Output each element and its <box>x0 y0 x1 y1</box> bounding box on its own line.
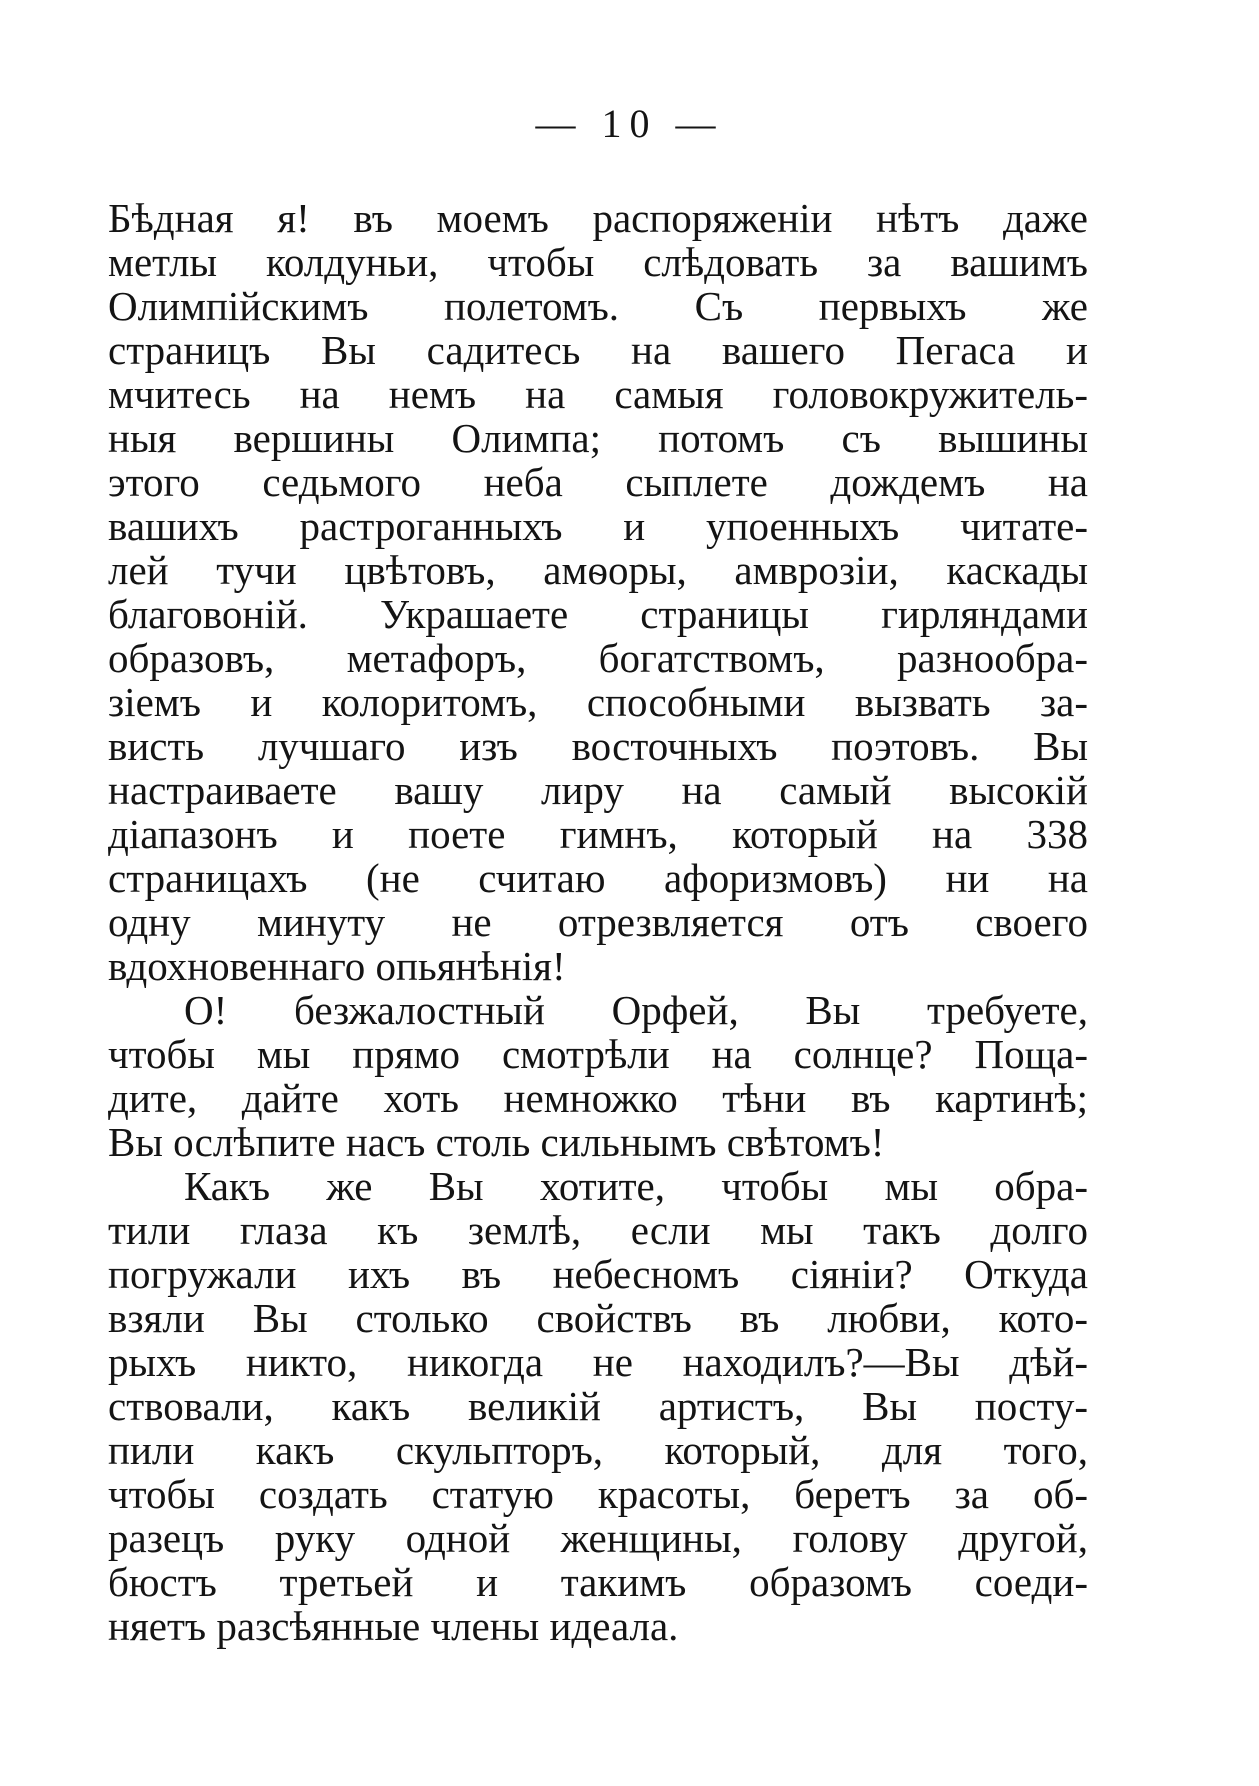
text-line: бюстъ третьей и такимъ образомъ соеди- <box>108 1559 1088 1605</box>
paragraph <box>108 1164 1088 1648</box>
text-line: разецъ руку одной женщины, голову другой, <box>108 1515 1088 1561</box>
body-text <box>108 196 1088 1648</box>
text-line: пили какъ скульпторъ, который, для того, <box>108 1427 1088 1473</box>
text-line: няетъ разсѣянные члены идеала. <box>108 1603 679 1649</box>
paragraph <box>108 988 1088 1164</box>
text-line: діапазонъ и поете гимнъ, который на 338 <box>108 811 1088 857</box>
text-line: чтобы мы прямо смотрѣли на солнце? Поща- <box>108 1031 1088 1077</box>
text-line: мчитесь на немъ на самыя головокружитель- <box>108 371 1088 417</box>
page-number: — 10 — <box>535 101 724 146</box>
text-line: Вы ослѣпите насъ столь сильнымъ свѣтомъ! <box>108 1119 885 1165</box>
text-line: этого седьмого неба сыплете дождемъ на <box>108 459 1088 505</box>
text-line: страницъ Вы садитесь на вашего Пегаса и <box>108 327 1088 373</box>
text-line: Олимпійскимъ полетомъ. Съ первыхъ же <box>108 283 1088 329</box>
text-line: висть лучшаго изъ восточныхъ поэтовъ. Вы <box>108 723 1088 769</box>
text-line: тили глаза къ землѣ, если мы такъ долго <box>108 1207 1088 1253</box>
text-line: ныя вершины Олимпа; потомъ съ вышины <box>108 415 1088 461</box>
text-line: чтобы создать статую красоты, беретъ за об- <box>108 1471 1088 1517</box>
text-line: метлы колдуньи, чтобы слѣдовать за вашимъ <box>108 239 1088 285</box>
text-line: вашихъ растроганныхъ и упоенныхъ читате- <box>108 503 1088 549</box>
text-line: вдохновеннаго опьянѣнія! <box>108 943 566 989</box>
text-line: Бѣдная я! въ моемъ распоряженіи нѣтъ даже <box>108 195 1088 241</box>
text-line: лей тучи цвѣтовъ, амѳоры, амврозіи, каскады <box>108 547 1088 593</box>
text-line: О! безжалостный Орфей, Вы требуете, <box>184 987 1088 1033</box>
text-line: Какъ же Вы хотите, чтобы мы обра- <box>184 1163 1088 1209</box>
text-line: страницахъ (не считаю афоризмовъ) ни на <box>108 855 1088 901</box>
text-line: взяли Вы столько свойствъ въ любви, кото- <box>108 1295 1088 1341</box>
text-line: ствовали, какъ великій артистъ, Вы посту- <box>108 1383 1088 1429</box>
text-line: одну минуту не отрезвляется отъ своего <box>108 899 1088 945</box>
text-line: погружали ихъ въ небесномъ сіяніи? Откуда <box>108 1251 1088 1297</box>
text-line: благовоній. Украшаете страницы гирляндами <box>108 591 1088 637</box>
text-line: дите, дайте хоть немножко тѣни въ картинѣ; <box>108 1075 1088 1121</box>
text-line: образовъ, метафоръ, богатствомъ, разнообра- <box>108 635 1088 681</box>
text-line: рыхъ никто, никогда не находилъ?—Вы дѣй- <box>108 1339 1088 1385</box>
text-line: настраиваете вашу лиру на самый высокій <box>108 767 1088 813</box>
text-line: зіемъ и колоритомъ, способными вызвать за- <box>108 679 1088 725</box>
paragraph <box>108 196 1088 988</box>
